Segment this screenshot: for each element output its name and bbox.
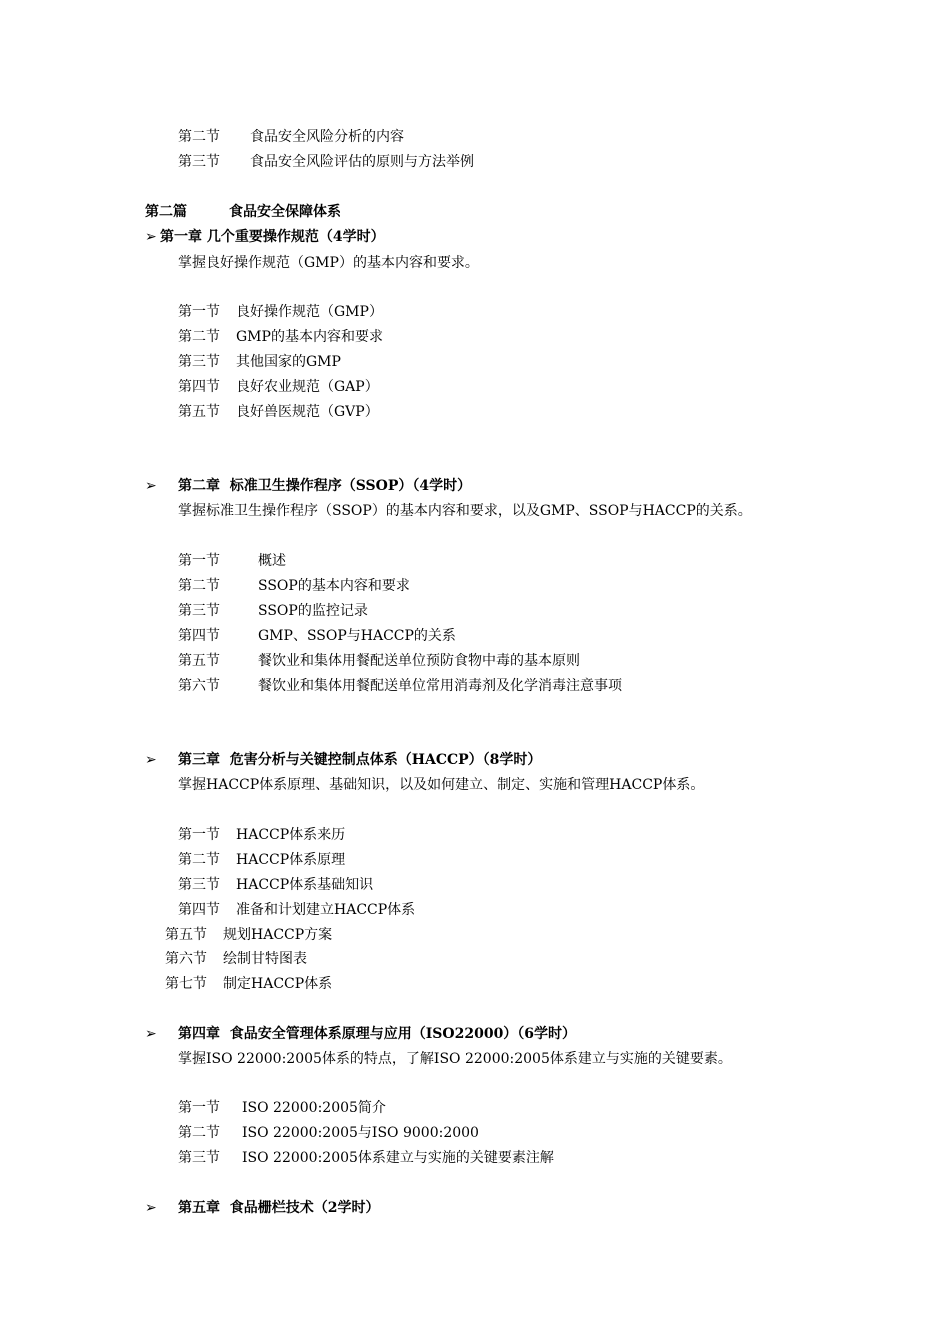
section-line [178, 577, 410, 595]
section-title: GMP、SSOP与HACCP的关系 [258, 628, 456, 644]
arrow-bullet-icon: ➢ [145, 1200, 157, 1216]
part-title: 食品安全保障体系 [229, 204, 341, 220]
section-title: 准备和计划建立HACCP体系 [236, 902, 416, 918]
section-line [178, 677, 622, 695]
section-line [178, 851, 345, 869]
section-title: 制定HACCP体系 [223, 976, 333, 992]
section-line [178, 552, 286, 570]
section-line [178, 876, 373, 894]
section-number: 第一节 [178, 304, 220, 320]
section-title: 食品安全风险分析的内容 [250, 129, 404, 145]
section-number: 第一节 [178, 1100, 220, 1116]
section-number: 第一节 [178, 827, 220, 843]
section-number: 第三节 [178, 354, 220, 370]
section-number: 第五节 [178, 404, 220, 420]
arrow-bullet-icon: ➢ [145, 1026, 157, 1042]
section-line [178, 403, 379, 421]
section-title: 概述 [258, 553, 286, 569]
section-number: 第二节 [178, 578, 220, 594]
arrow-bullet-icon: ➢ [145, 229, 157, 245]
section-number: 第六节 [178, 678, 220, 694]
chapter-title: 第一章 几个重要操作规范（4学时） [160, 229, 385, 245]
chapter-objective: 掌握标准卫生操作程序（SSOP）的基本内容和要求，以及GMP、SSOP与HACCP的关系。 [178, 503, 752, 519]
section-number: 第三节 [178, 877, 220, 893]
chapter-objective: 掌握HACCP体系原理、基础知识，以及如何建立、制定、实施和管理HACCP体系。 [178, 777, 705, 793]
chapter-title: 第五章 食品栅栏技术（2学时） [178, 1200, 380, 1216]
section-title: ISO 22000:2005体系建立与实施的关键要素注解 [242, 1150, 554, 1166]
section-line [178, 328, 383, 346]
section-line [178, 901, 415, 919]
section-number: 第六节 [165, 951, 207, 967]
section-line [178, 153, 474, 171]
section-title: HACCP体系来历 [236, 827, 346, 843]
section-title: 良好农业规范（GAP） [236, 379, 379, 395]
chapter-objective: 掌握良好操作规范（GMP）的基本内容和要求。 [178, 255, 479, 271]
section-title: 餐饮业和集体用餐配送单位预防食物中毒的基本原则 [258, 653, 580, 669]
section-number: 第三节 [178, 1150, 220, 1166]
part-number: 第二篇 [145, 204, 187, 220]
section-line [178, 602, 368, 620]
section-line [178, 303, 383, 321]
chapter-title: 第二章 标准卫生操作程序（SSOP）（4学时） [178, 478, 472, 494]
section-title: ISO 22000:2005简介 [242, 1100, 386, 1116]
arrow-bullet-icon: ➢ [145, 478, 157, 494]
section-number: 第三节 [178, 154, 220, 170]
section-line [178, 1099, 386, 1117]
section-line [165, 975, 332, 993]
chapter-title: 第四章 食品安全管理体系原理与应用（ISO22000）（6学时） [178, 1026, 577, 1042]
section-line [178, 128, 404, 146]
section-number: 第五节 [165, 927, 207, 943]
section-line [178, 378, 379, 396]
section-title: GMP的基本内容和要求 [236, 329, 383, 345]
section-line [178, 353, 341, 371]
section-title: 规划HACCP方案 [223, 927, 333, 943]
section-title: HACCP体系原理 [236, 852, 346, 868]
section-number: 第三节 [178, 603, 220, 619]
section-title: 食品安全风险评估的原则与方法举例 [250, 154, 474, 170]
section-number: 第五节 [178, 653, 220, 669]
section-title: 绘制甘特图表 [223, 951, 307, 967]
chapter-title: 第三章 危害分析与关键控制点体系（HACCP）（8学时） [178, 752, 542, 768]
section-line [178, 1149, 554, 1167]
section-number: 第四节 [178, 902, 220, 918]
section-number: 第四节 [178, 628, 220, 644]
part-heading [145, 203, 341, 221]
section-title: SSOP的基本内容和要求 [258, 578, 410, 594]
section-line [178, 1124, 479, 1142]
section-title: 良好操作规范（GMP） [236, 304, 383, 320]
section-title: 餐饮业和集体用餐配送单位常用消毒剂及化学消毒注意事项 [258, 678, 622, 694]
section-line [178, 652, 580, 670]
section-line [165, 950, 307, 968]
section-title: SSOP的监控记录 [258, 603, 368, 619]
section-title: HACCP体系基础知识 [236, 877, 374, 893]
chapter-objective: 掌握ISO 22000:2005体系的特点，了解ISO 22000:2005体系建立与实施的关键要素。 [178, 1051, 732, 1067]
section-number: 第七节 [165, 976, 207, 992]
section-title: 其他国家的GMP [236, 354, 341, 370]
section-line [165, 926, 332, 944]
section-line [178, 826, 345, 844]
section-number: 第二节 [178, 852, 220, 868]
section-number: 第二节 [178, 129, 220, 145]
section-title: ISO 22000:2005与ISO 9000:2000 [242, 1125, 479, 1141]
arrow-bullet-icon: ➢ [145, 752, 157, 768]
section-number: 第二节 [178, 1125, 220, 1141]
section-title: 良好兽医规范（GVP） [236, 404, 379, 420]
section-number: 第一节 [178, 553, 220, 569]
section-number: 第二节 [178, 329, 220, 345]
section-line [178, 627, 456, 645]
section-number: 第四节 [178, 379, 220, 395]
